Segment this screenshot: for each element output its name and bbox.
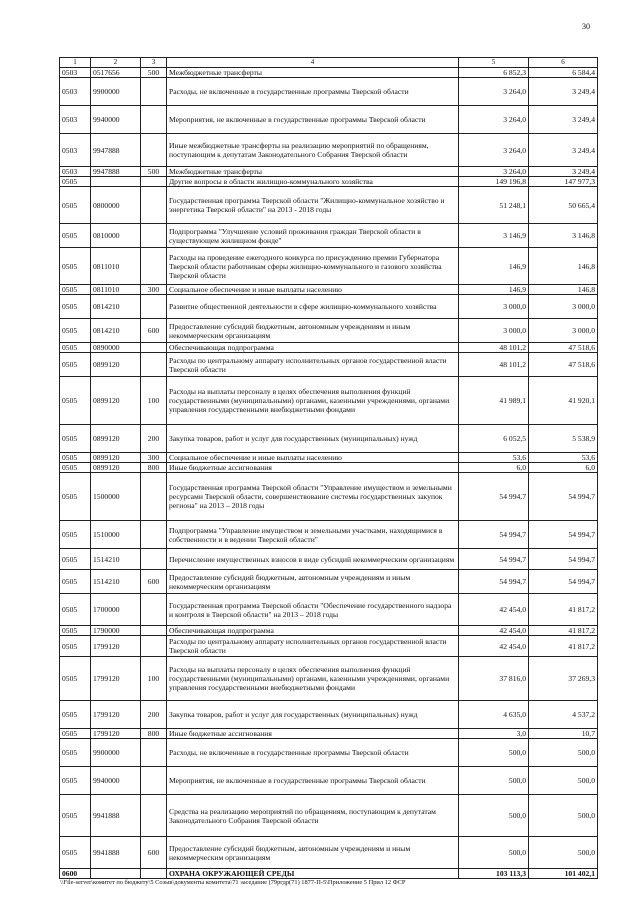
- table-row: [60, 248, 598, 285]
- item-name: Государственная программа Тверской области "Обеспечение государственного надзора и контроля в Тверской области" на 2013 – 2018 годы: [167, 594, 459, 626]
- file-path-footer: \\File-server\комитет по бюджету\5 Созыв\документы комитета\71 заседание (79ргдр(71) 1877-П-5\Приложение 5 Прил 12 ФСР: [60, 879, 406, 886]
- executed-amount: 3 249,4: [529, 78, 598, 106]
- table-row: [60, 657, 598, 701]
- section-code: 0505: [60, 295, 91, 319]
- expense-type-code: 800: [141, 729, 167, 739]
- planned-amount: 42 454,0: [459, 636, 529, 657]
- item-name: Государственная программа Тверской области "Жилищно-коммунальное хозяйство и энергетика Тверской области" на 2013 - 2018 годы: [167, 187, 459, 224]
- section-code: 0503: [60, 78, 91, 106]
- expense-type-code: [141, 248, 167, 285]
- target-code: 1700000: [91, 594, 141, 626]
- target-code: 9941888: [91, 795, 141, 837]
- expense-type-code: 300: [141, 285, 167, 295]
- item-name: Социальное обеспечение и иные выплаты населению: [167, 285, 459, 295]
- column-header: 2: [91, 58, 141, 68]
- item-name: Иные бюджетные ассигнования: [167, 463, 459, 473]
- item-name: Предоставление субсидий бюджетным, автономным учреждениям и иным некоммерческим организациям: [167, 570, 459, 594]
- budget-table: [59, 57, 598, 879]
- planned-amount: 42 454,0: [459, 626, 529, 636]
- target-code: 0814210: [91, 295, 141, 319]
- executed-amount: 500,0: [529, 767, 598, 795]
- target-code: 9900000: [91, 78, 141, 106]
- expense-type-code: [141, 353, 167, 377]
- executed-amount: 37 269,3: [529, 657, 598, 701]
- item-name: Иные межбюджетные трансферты на реализацию мероприятий по обращениям, поступающим к депутатам Законодательного Собрания Тверской области: [167, 134, 459, 167]
- planned-amount: 3 264,0: [459, 78, 529, 106]
- target-code: 1510000: [91, 521, 141, 549]
- target-code: 1514210: [91, 570, 141, 594]
- table-row: [60, 521, 598, 549]
- target-code: 0517656: [91, 68, 141, 78]
- executed-amount: 101 402,1: [529, 869, 598, 879]
- target-code: 9947888: [91, 167, 141, 177]
- table-row: [60, 343, 598, 353]
- executed-amount: 3 000,0: [529, 319, 598, 343]
- planned-amount: 3 146,9: [459, 224, 529, 248]
- item-name: ОХРАНА ОКРУЖАЮЩЕЙ СРЕДЫ: [167, 869, 459, 879]
- table-row: [60, 167, 598, 177]
- table-row: [60, 549, 598, 570]
- target-code: 1799120: [91, 636, 141, 657]
- table-row: [60, 869, 598, 879]
- section-code: 0503: [60, 134, 91, 167]
- section-code: 0503: [60, 106, 91, 134]
- expense-type-code: [141, 187, 167, 224]
- planned-amount: 48 101,2: [459, 353, 529, 377]
- table-row: [60, 729, 598, 739]
- target-code: 1799120: [91, 729, 141, 739]
- executed-amount: 6,0: [529, 463, 598, 473]
- section-code: 0505: [60, 377, 91, 425]
- executed-amount: 50 665,4: [529, 187, 598, 224]
- section-code: 0505: [60, 521, 91, 549]
- executed-amount: 41 920,1: [529, 377, 598, 425]
- item-name: Предоставление субсидий бюджетным, автономным учреждениям и иным некоммерческим организациям: [167, 319, 459, 343]
- column-header: 5: [459, 58, 529, 68]
- expense-type-code: 100: [141, 657, 167, 701]
- item-name: Расходы на проведение ежегодного конкурса по присуждению премии Губернатора Тверской области работникам сферы жилищно-коммунального и газового хозяйства Тверской области: [167, 248, 459, 285]
- section-code: 0505: [60, 570, 91, 594]
- column-header: 4: [167, 58, 459, 68]
- section-code: 0505: [60, 187, 91, 224]
- section-code: 0503: [60, 68, 91, 78]
- target-code: 9940000: [91, 106, 141, 134]
- item-name: Подпрограмма "Улучшение условий проживания граждан Тверской области в существующем жилищном фонде": [167, 224, 459, 248]
- table-row: [60, 295, 598, 319]
- table-row: [60, 570, 598, 594]
- executed-amount: 54 994,7: [529, 473, 598, 521]
- executed-amount: 500,0: [529, 795, 598, 837]
- expense-type-code: [141, 521, 167, 549]
- executed-amount: 3 000,0: [529, 295, 598, 319]
- planned-amount: 500,0: [459, 739, 529, 767]
- section-code: 0505: [60, 473, 91, 521]
- planned-amount: 37 816,0: [459, 657, 529, 701]
- planned-amount: 54 994,7: [459, 549, 529, 570]
- executed-amount: 3 146,8: [529, 224, 598, 248]
- item-name: Обеспечивающая подпрограмма: [167, 343, 459, 353]
- item-name: Другие вопросы в области жилищно-коммунального хозяйства: [167, 177, 459, 187]
- section-code: 0600: [60, 869, 91, 879]
- executed-amount: 41 817,2: [529, 636, 598, 657]
- column-header: 6: [529, 58, 598, 68]
- executed-amount: 147 977,3: [529, 177, 598, 187]
- executed-amount: 3 249,4: [529, 106, 598, 134]
- item-name: Развитие общественной деятельности в сфере жилищно-коммунального хозяйства: [167, 295, 459, 319]
- expense-type-code: 200: [141, 425, 167, 453]
- expense-type-code: [141, 549, 167, 570]
- executed-amount: 500,0: [529, 739, 598, 767]
- expense-type-code: 300: [141, 453, 167, 463]
- expense-type-code: [141, 224, 167, 248]
- target-code: 0811010: [91, 248, 141, 285]
- section-code: 0503: [60, 167, 91, 177]
- executed-amount: 54 994,7: [529, 570, 598, 594]
- table-row: [60, 78, 598, 106]
- section-code: 0505: [60, 463, 91, 473]
- table-row: [60, 425, 598, 453]
- target-code: 9947888: [91, 134, 141, 167]
- target-code: 0811010: [91, 285, 141, 295]
- item-name: Расходы на выплаты персоналу в целях обеспечения выполнения функций государственными (муниципальными) органами, казенными учреждениями, органами управления государственными внебюджетными фондами: [167, 377, 459, 425]
- target-code: 0899120: [91, 453, 141, 463]
- target-code: 0899120: [91, 463, 141, 473]
- section-code: 0505: [60, 594, 91, 626]
- planned-amount: 103 113,3: [459, 869, 529, 879]
- target-code: 1799120: [91, 701, 141, 729]
- section-code: 0505: [60, 636, 91, 657]
- target-code: 9940000: [91, 767, 141, 795]
- expense-type-code: 100: [141, 377, 167, 425]
- planned-amount: 51 248,1: [459, 187, 529, 224]
- target-code: 0899120: [91, 353, 141, 377]
- expense-type-code: 600: [141, 837, 167, 869]
- target-code: 0800000: [91, 187, 141, 224]
- target-code: 0890000: [91, 343, 141, 353]
- table-row: [60, 463, 598, 473]
- item-name: Подпрограмма "Управление имуществом и земельными участками, находящимися в собственности и в ведении Тверской области": [167, 521, 459, 549]
- section-code: 0505: [60, 353, 91, 377]
- section-code: 0505: [60, 626, 91, 636]
- planned-amount: 3 264,0: [459, 167, 529, 177]
- target-code: [91, 177, 141, 187]
- executed-amount: 41 817,2: [529, 626, 598, 636]
- expense-type-code: [141, 767, 167, 795]
- target-code: 0899120: [91, 377, 141, 425]
- section-code: 0505: [60, 767, 91, 795]
- planned-amount: 41 989,1: [459, 377, 529, 425]
- planned-amount: 146,9: [459, 285, 529, 295]
- item-name: Средства на реализацию мероприятий по обращениям, поступающим к депутатам Законодательного Собрания Тверской области: [167, 795, 459, 837]
- item-name: Межбюджетные трансферты: [167, 68, 459, 78]
- section-code: 0505: [60, 248, 91, 285]
- table-row: [60, 594, 598, 626]
- target-code: 1799120: [91, 657, 141, 701]
- item-name: Предоставление субсидий бюджетным, автономным учреждениям и иным некоммерческим организациям: [167, 837, 459, 869]
- executed-amount: 47 518,6: [529, 343, 598, 353]
- table-row: [60, 473, 598, 521]
- table-row: [60, 795, 598, 837]
- planned-amount: 4 635,0: [459, 701, 529, 729]
- item-name: Межбюджетные трансферты: [167, 167, 459, 177]
- item-name: Расходы, не включенные в государственные программы Тверской области: [167, 739, 459, 767]
- planned-amount: 48 101,2: [459, 343, 529, 353]
- item-name: Социальное обеспечение и иные выплаты населению: [167, 453, 459, 463]
- table-row: [60, 285, 598, 295]
- table-row: [60, 319, 598, 343]
- target-code: 0810000: [91, 224, 141, 248]
- item-name: Закупка товаров, работ и услуг для государственных (муниципальных) нужд: [167, 425, 459, 453]
- executed-amount: 47 518,6: [529, 353, 598, 377]
- table-row: [60, 739, 598, 767]
- column-header: 3: [141, 58, 167, 68]
- executed-amount: 4 537,2: [529, 701, 598, 729]
- planned-amount: 53,6: [459, 453, 529, 463]
- expense-type-code: 600: [141, 319, 167, 343]
- expense-type-code: [141, 869, 167, 879]
- section-code: 0505: [60, 837, 91, 869]
- item-name: Государственная программа Тверской области "Управление имуществом и земельными ресурсами Тверской области, совершенствование системы государственных закупок региона" на 2013 – 2018 годы: [167, 473, 459, 521]
- expense-type-code: [141, 177, 167, 187]
- table-row: [60, 453, 598, 463]
- item-name: Расходы на выплаты персоналу в целях обеспечения выполнения функций государственными (муниципальными) органами, казенными учреждениями, органами управления государственными внебюджетными фондами: [167, 657, 459, 701]
- item-name: Закупка товаров, работ и услуг для государственных (муниципальных) нужд: [167, 701, 459, 729]
- table-row: [60, 701, 598, 729]
- executed-amount: 146,8: [529, 285, 598, 295]
- table-row: [60, 636, 598, 657]
- table-row: [60, 626, 598, 636]
- expense-type-code: 800: [141, 463, 167, 473]
- planned-amount: 6 052,5: [459, 425, 529, 453]
- target-code: 1790000: [91, 626, 141, 636]
- expense-type-code: [141, 343, 167, 353]
- section-code: 0505: [60, 453, 91, 463]
- executed-amount: 5 538,9: [529, 425, 598, 453]
- table-row: [60, 177, 598, 187]
- table-row: [60, 837, 598, 869]
- target-code: 9941888: [91, 837, 141, 869]
- expense-type-code: 500: [141, 167, 167, 177]
- section-code: 0505: [60, 285, 91, 295]
- item-name: Мероприятия, не включенные в государственные программы Тверской области: [167, 767, 459, 795]
- section-code: 0505: [60, 739, 91, 767]
- executed-amount: 54 994,7: [529, 521, 598, 549]
- expense-type-code: [141, 78, 167, 106]
- planned-amount: 500,0: [459, 795, 529, 837]
- expense-type-code: [141, 739, 167, 767]
- executed-amount: 54 994,7: [529, 549, 598, 570]
- table-row: [60, 377, 598, 425]
- table-row: [60, 767, 598, 795]
- item-name: Расходы по центральному аппарату исполнительных органов государственной власти Тверской области: [167, 636, 459, 657]
- item-name: Иные бюджетные ассигнования: [167, 729, 459, 739]
- executed-amount: 41 817,2: [529, 594, 598, 626]
- expense-type-code: 600: [141, 570, 167, 594]
- planned-amount: 54 994,7: [459, 521, 529, 549]
- section-code: 0505: [60, 425, 91, 453]
- planned-amount: 3 264,0: [459, 134, 529, 167]
- planned-amount: 149 196,8: [459, 177, 529, 187]
- section-code: 0505: [60, 343, 91, 353]
- column-header: 1: [60, 58, 91, 68]
- planned-amount: 500,0: [459, 767, 529, 795]
- section-code: 0505: [60, 795, 91, 837]
- expense-type-code: 500: [141, 68, 167, 78]
- expense-type-code: [141, 134, 167, 167]
- item-name: Мероприятия, не включенные в государственные программы Тверской области: [167, 106, 459, 134]
- item-name: Перечисление имущественных взносов в виде субсидий некоммерческим организациям: [167, 549, 459, 570]
- planned-amount: 6,0: [459, 463, 529, 473]
- expense-type-code: [141, 795, 167, 837]
- expense-type-code: [141, 594, 167, 626]
- section-code: 0505: [60, 319, 91, 343]
- executed-amount: 53,6: [529, 453, 598, 463]
- table-row: [60, 106, 598, 134]
- target-code: 9900000: [91, 739, 141, 767]
- table-row: [60, 353, 598, 377]
- expense-type-code: [141, 106, 167, 134]
- column-header-row: [60, 58, 598, 68]
- target-code: 1500000: [91, 473, 141, 521]
- planned-amount: 146,9: [459, 248, 529, 285]
- expense-type-code: [141, 636, 167, 657]
- section-code: 0505: [60, 657, 91, 701]
- planned-amount: 3 264,0: [459, 106, 529, 134]
- section-code: 0505: [60, 177, 91, 187]
- section-code: 0505: [60, 224, 91, 248]
- planned-amount: 3,0: [459, 729, 529, 739]
- executed-amount: 3 249,4: [529, 167, 598, 177]
- item-name: Расходы по центральному аппарату исполнительных органов государственной власти Тверской области: [167, 353, 459, 377]
- expense-type-code: [141, 626, 167, 636]
- executed-amount: 146,8: [529, 248, 598, 285]
- planned-amount: 3 000,0: [459, 319, 529, 343]
- planned-amount: 54 994,7: [459, 570, 529, 594]
- executed-amount: 500,0: [529, 837, 598, 869]
- table-row: [60, 187, 598, 224]
- planned-amount: 54 994,7: [459, 473, 529, 521]
- planned-amount: 6 852,3: [459, 68, 529, 78]
- table-row: [60, 134, 598, 167]
- target-code: 0814210: [91, 319, 141, 343]
- table-row: [60, 68, 598, 78]
- expense-type-code: 200: [141, 701, 167, 729]
- target-code: [91, 869, 141, 879]
- page-number: 30: [582, 22, 590, 31]
- planned-amount: 500,0: [459, 837, 529, 869]
- target-code: 1514210: [91, 549, 141, 570]
- executed-amount: 6 584,4: [529, 68, 598, 78]
- planned-amount: 42 454,0: [459, 594, 529, 626]
- section-code: 0505: [60, 729, 91, 739]
- executed-amount: 10,7: [529, 729, 598, 739]
- section-code: 0505: [60, 701, 91, 729]
- executed-amount: 3 249,4: [529, 134, 598, 167]
- item-name: Расходы, не включенные в государственные программы Тверской области: [167, 78, 459, 106]
- expense-type-code: [141, 473, 167, 521]
- table-row: [60, 224, 598, 248]
- item-name: Обеспечивающая подпрограмма: [167, 626, 459, 636]
- planned-amount: 3 000,0: [459, 295, 529, 319]
- target-code: 0899120: [91, 425, 141, 453]
- expense-type-code: [141, 295, 167, 319]
- section-code: 0505: [60, 549, 91, 570]
